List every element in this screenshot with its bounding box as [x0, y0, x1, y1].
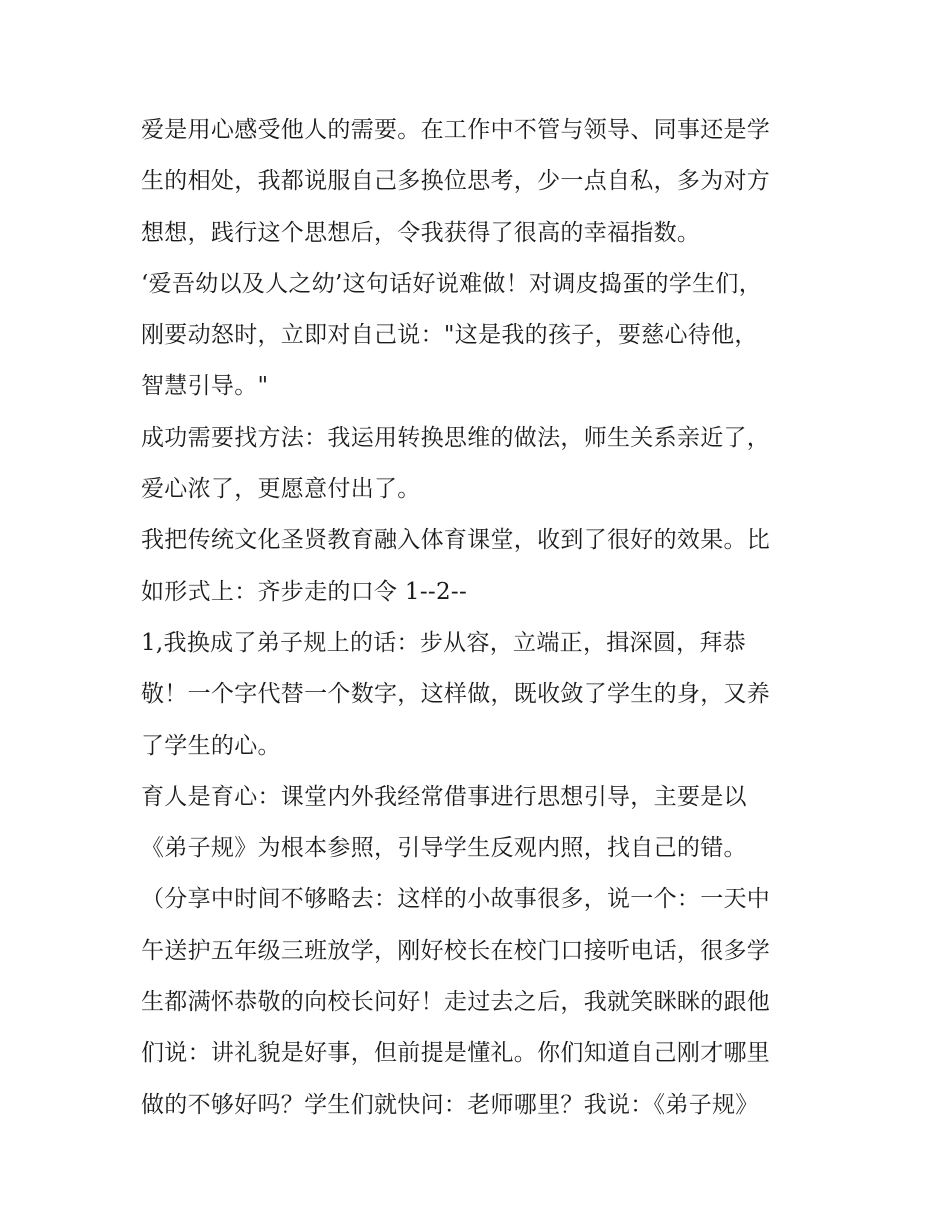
text-line: 智慧引导。": [141, 373, 269, 400]
text-line: （分享中时间不够略去：这样的小故事很多，说一个：一天中: [141, 886, 771, 913]
text-line: 想想，践行这个思想后，令我获得了很高的幸福指数。: [141, 219, 701, 246]
text-line: 《弟子规》为根本参照，引导学生反观内照，找自己的错。: [141, 835, 747, 862]
text-line: 了学生的心。: [141, 732, 281, 759]
text-line: 如形式上：齐步走的口令 1--2--: [141, 578, 468, 605]
text-line: 做的不够好吗？学生们就快问：老师哪里？我说：《弟子规》: [141, 1091, 759, 1118]
text-line: 生都满怀恭敬的向校长问好！走过去之后，我就笑眯眯的跟他: [141, 989, 771, 1016]
text-line: 敬！一个字代替一个数字，这样做，既收敛了学生的身，又养: [141, 681, 771, 708]
text-line: 成功需要找方法：我运用转换思维的做法，师生关系亲近了，: [141, 424, 771, 451]
body-text: [141, 110, 821, 1136]
text-line: 午送护五年级三班放学，刚好校长在校门口接听电话，很多学: [141, 937, 771, 964]
text-line: 育人是育心：课堂内外我经常借事进行思想引导，主要是以: [141, 783, 747, 810]
text-line: 1,我换成了弟子规上的话：步从容，立端正，揖深圆，拜恭: [141, 629, 747, 656]
text-line: 生的相处，我都说服自己多换位思考，少一点自私，多为对方: [141, 168, 771, 195]
text-line: 刚要动怒时，立即对自己说："这是我的孩子，要慈心待他，: [141, 322, 758, 349]
text-line: 爱心浓了，更愿意付出了。: [141, 476, 421, 503]
text-line: 们说：讲礼貌是好事，但前提是懂礼。你们知道自己刚才哪里: [141, 1040, 771, 1067]
text-line: 爱是用心感受他人的需要。在工作中不管与领导、同事还是学: [141, 117, 771, 143]
text-line: ‘爱吾幼以及人之幼’这句话好说难做！对调皮捣蛋的学生们，: [141, 270, 763, 297]
text-line: 我把传统文化圣贤教育融入体育课堂，收到了很好的效果。比: [141, 527, 771, 554]
